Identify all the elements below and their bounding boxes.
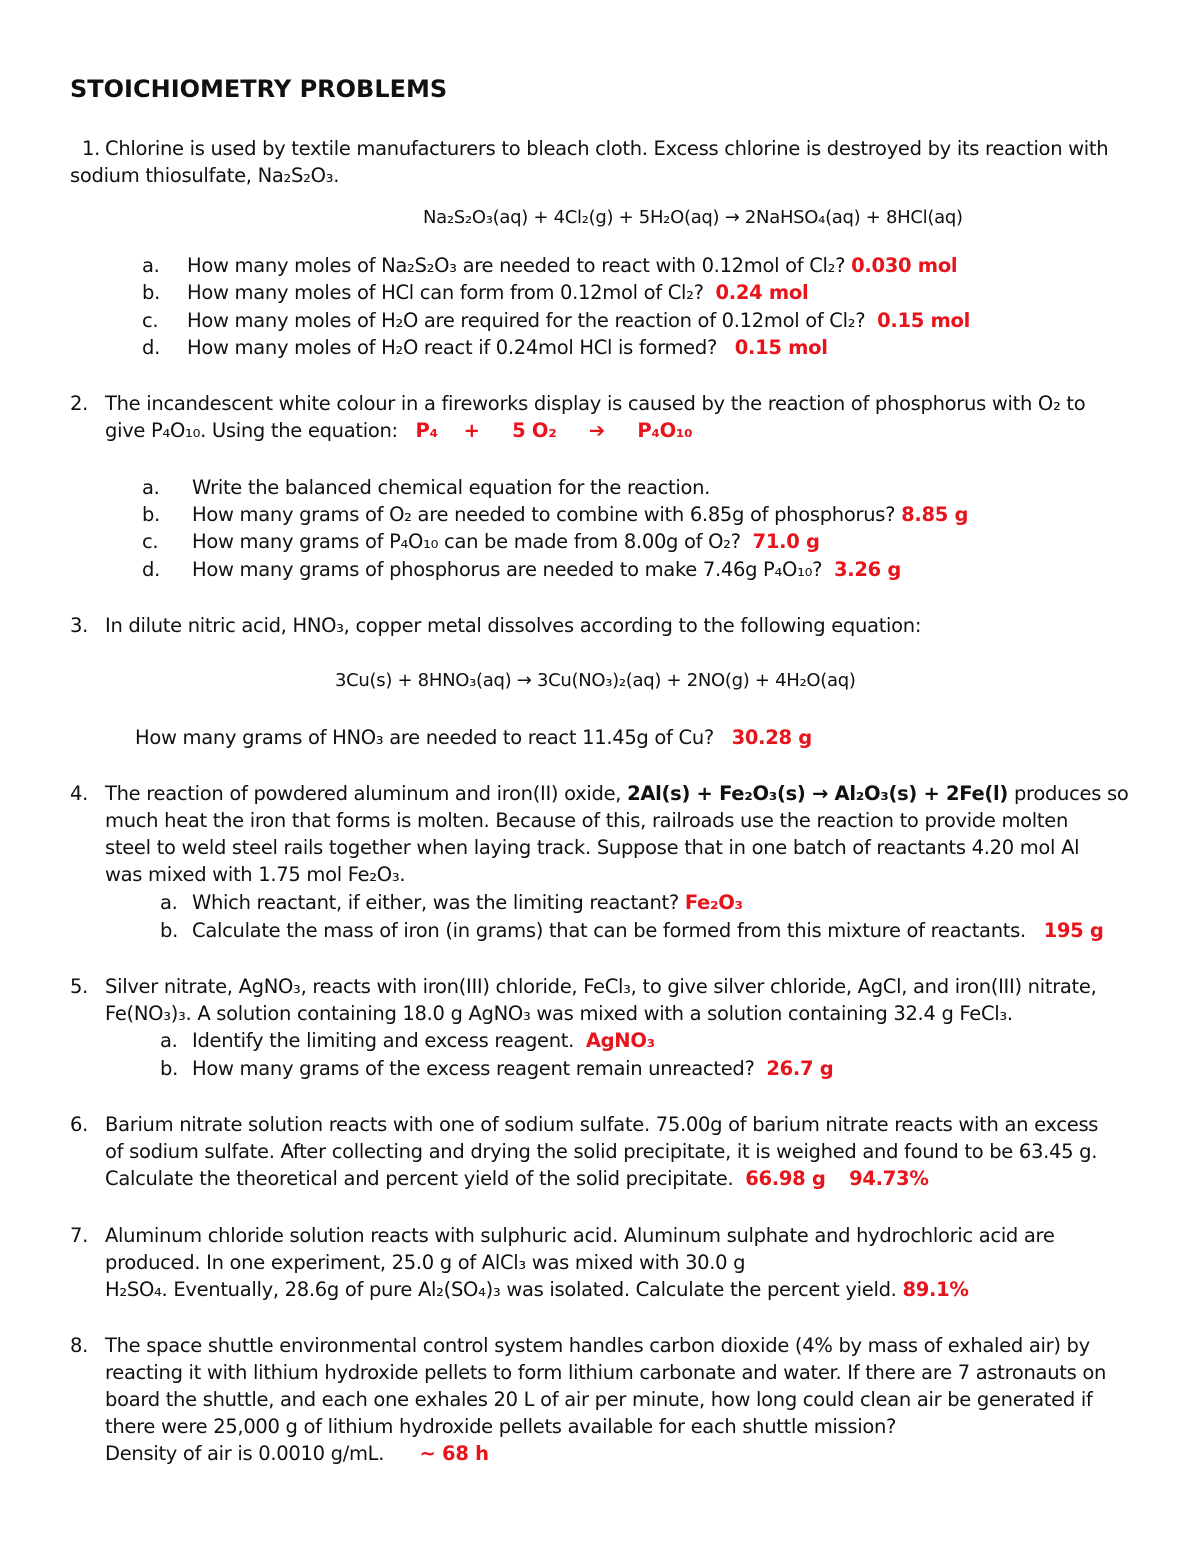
problem-1b xyxy=(187,280,808,306)
problem-4-text-line-1 xyxy=(105,781,1128,807)
problem-6-text-line-1: Barium nitrate solution reacts with one of sodium sulfate. 75.00g of barium nitrate reacts with an excess xyxy=(105,1113,1099,1136)
problem-1c-letter: c. xyxy=(142,309,159,332)
problem-1c xyxy=(187,308,970,334)
problem-6-number: 6. xyxy=(70,1113,89,1136)
problem-6-answer-1: 66.98 g xyxy=(745,1167,826,1190)
problem-1b-question: How many moles of HCl can form from 0.12mol of Cl₂? xyxy=(187,281,704,304)
problem-8-text-line-1: The space shuttle environmental control system handles carbon dioxide (4% by mass of exhaled air) by xyxy=(105,1334,1090,1357)
problem-5a-letter: a. xyxy=(160,1029,178,1052)
problem-2a-letter: a. xyxy=(142,476,160,499)
problem-5b-answer: 26.7 g xyxy=(766,1057,834,1080)
problem-5b-letter: b. xyxy=(160,1057,178,1080)
problem-6-text-line-3-text: Calculate the theoretical and percent yield of the solid precipitate. xyxy=(105,1167,734,1190)
problem-1c-answer: 0.15 mol xyxy=(877,309,971,332)
problem-7-number: 7. xyxy=(70,1224,89,1247)
problem-8-answer: ~ 68 h xyxy=(419,1442,489,1465)
problem-2d-question: How many grams of phosphorus are needed to make 7.46g P₄O₁₀? xyxy=(192,558,823,581)
problem-4-inline-equation: 2Al(s) + Fe₂O₃(s) → Al₂O₃(s) + 2Fe(l) xyxy=(627,782,1009,805)
problem-8-text-line-3: board the shuttle, and each one exhales 20 L of air per minute, how long could clean air be generated if xyxy=(105,1388,1093,1411)
problem-4a-answer: Fe₂O₃ xyxy=(684,891,743,914)
problem-1b-letter: b. xyxy=(142,281,160,304)
problem-4-number: 4. xyxy=(70,782,89,805)
problem-5-text-line-1: Silver nitrate, AgNO₃, reacts with iron(III) chloride, FeCl₃, to give silver chloride, AgCl, and iron(III) nitrate, xyxy=(105,975,1097,998)
problem-4b-answer: 195 g xyxy=(1043,919,1104,942)
problem-4a-letter: a. xyxy=(160,891,178,914)
problem-2b-answer: 8.85 g xyxy=(901,503,969,526)
problem-6-answer-2: 94.73% xyxy=(849,1167,929,1190)
problem-2c-question: How many grams of P₄O₁₀ can be made from 8.00g of O₂? xyxy=(192,530,741,553)
problem-7-text-line-2: produced. In one experiment, 25.0 g of AlCl₃ was mixed with 30.0 g xyxy=(105,1251,746,1274)
problem-7-text-line-1: Aluminum chloride solution reacts with sulphuric acid. Aluminum sulphate and hydrochloric acid are xyxy=(105,1224,1055,1247)
problem-3-question: How many grams of HNO₃ are needed to react 11.45g of Cu? xyxy=(135,726,714,749)
problem-2c xyxy=(192,529,820,555)
problem-2-number: 2. xyxy=(70,392,89,415)
problem-2d-answer: 3.26 g xyxy=(833,558,902,581)
problem-1-number: 1. xyxy=(82,137,101,160)
problem-1d-answer: 0.15 mol xyxy=(734,336,828,359)
problem-1a-answer: 0.030 mol xyxy=(851,254,958,277)
problem-4-text-line-3: steel to weld steel rails together when laying track. Suppose that in one batch of reactants 4.20 mol Al xyxy=(105,836,1080,859)
problem-2b-question: How many grams of O₂ are needed to combine with 6.85g of phosphorus? xyxy=(192,503,896,526)
problem-1-text-line-1: Chlorine is used by textile manufacturers to bleach cloth. Excess chlorine is destroyed by its reaction with xyxy=(105,137,1109,160)
problem-8-text-line-5 xyxy=(105,1441,489,1467)
problem-3-text-line-1: In dilute nitric acid, HNO₃, copper metal dissolves according to the following equation: xyxy=(105,614,922,637)
problem-4a-question: Which reactant, if either, was the limiting reactant? xyxy=(192,891,679,914)
problem-7-text-line-3-text: H₂SO₄. Eventually, 28.6g of pure Al₂(SO₄)₃ was isolated. Calculate the percent yield. xyxy=(105,1278,897,1301)
problem-3-equation: 3Cu(s) + 8HNO₃(aq) → 3Cu(NO₃)₂(aq) + 2NO(g) + 4H₂O(aq) xyxy=(335,670,856,691)
problem-2b-letter: b. xyxy=(142,503,160,526)
problem-1c-question: How many moles of H₂O are required for the reaction of 0.12mol of Cl₂? xyxy=(187,309,866,332)
problem-6-text-line-2: of sodium sulfate. After collecting and drying the solid precipitate, it is weighed and found to be 63.45 g. xyxy=(105,1140,1098,1163)
problem-1d-question: How many moles of H₂O react if 0.24mol HCl is formed? xyxy=(187,336,718,359)
problem-4-text-line-1-pre: The reaction of powdered aluminum and iron(II) oxide, xyxy=(105,782,622,805)
problem-5b xyxy=(192,1056,833,1082)
problem-1a-letter: a. xyxy=(142,254,160,277)
problem-7-text-line-3 xyxy=(105,1277,969,1303)
problem-8-number: 8. xyxy=(70,1334,89,1357)
problem-5a-question: Identify the limiting and excess reagent. xyxy=(192,1029,575,1052)
problem-5-text-line-2: Fe(NO₃)₃. A solution containing 18.0 g AgNO₃ was mixed with a solution containing 32.4 g FeCl₃. xyxy=(105,1002,1013,1025)
problem-5-number: 5. xyxy=(70,975,89,998)
problem-2c-answer: 71.0 g xyxy=(752,530,820,553)
problem-1d xyxy=(187,335,828,361)
problem-3-answer: 30.28 g xyxy=(731,726,812,749)
problem-4-text-line-2: much heat the iron that forms is molten. Because of this, railroads use the reaction to provide molten xyxy=(105,809,1069,832)
page-title: STOICHIOMETRY PROBLEMS xyxy=(70,75,448,103)
problem-2d-letter: d. xyxy=(142,558,160,581)
problem-4-text-line-4: was mixed with 1.75 mol Fe₂O₃. xyxy=(105,863,406,886)
problem-1d-letter: d. xyxy=(142,336,160,359)
problem-2a-question: Write the balanced chemical equation for the reaction. xyxy=(192,476,711,499)
problem-4b-question: Calculate the mass of iron (in grams) that can be formed from this mixture of reactants. xyxy=(192,919,1026,942)
problem-5b-question: How many grams of the excess reagent remain unreacted? xyxy=(192,1057,755,1080)
problem-4b xyxy=(192,918,1104,944)
problem-1b-answer: 0.24 mol xyxy=(715,281,809,304)
problem-8-text-line-2: reacting it with lithium hydroxide pellets to form lithium carbonate and water. If there are 7 astronauts on xyxy=(105,1361,1107,1384)
problem-5a xyxy=(192,1028,655,1054)
problem-4a xyxy=(192,890,743,916)
problem-2d xyxy=(192,557,901,583)
problem-2c-letter: c. xyxy=(142,530,159,553)
problem-1-text-line-2: sodium thiosulfate, Na₂S₂O₃. xyxy=(70,164,340,187)
problem-8-text-line-4: there were 25,000 g of lithium hydroxide pellets available for each shuttle mission? xyxy=(105,1415,897,1438)
problem-2-text-line-1: The incandescent white colour in a fireworks display is caused by the reaction of phosphorus with O₂ to xyxy=(105,392,1086,415)
problem-6-text-line-3 xyxy=(105,1166,929,1192)
problem-2-text-line-2-text: give P₄O₁₀. Using the equation: xyxy=(105,419,398,442)
problem-4-text-line-1-post: produces so xyxy=(1013,782,1129,805)
problem-1a-question: How many moles of Na₂S₂O₃ are needed to react with 0.12mol of Cl₂? xyxy=(187,254,846,277)
problem-5a-answer: AgNO₃ xyxy=(585,1029,655,1052)
problem-8-text-line-5-text: Density of air is 0.0010 g/mL. xyxy=(105,1442,385,1465)
problem-7-answer: 89.1% xyxy=(902,1278,969,1301)
problem-4b-letter: b. xyxy=(160,919,178,942)
problem-2b xyxy=(192,502,968,528)
problem-2-text-line-2 xyxy=(105,418,692,444)
problem-3-question-line xyxy=(135,725,812,751)
problem-1-equation: Na₂S₂O₃(aq) + 4Cl₂(g) + 5H₂O(aq) → 2NaHSO₄(aq) + 8HCl(aq) xyxy=(423,207,963,228)
problem-2-equation-answer: P₄ + 5 O₂ ➔ P₄O₁₀ xyxy=(415,419,693,442)
problem-1a xyxy=(187,253,957,279)
problem-3-number: 3. xyxy=(70,614,89,637)
